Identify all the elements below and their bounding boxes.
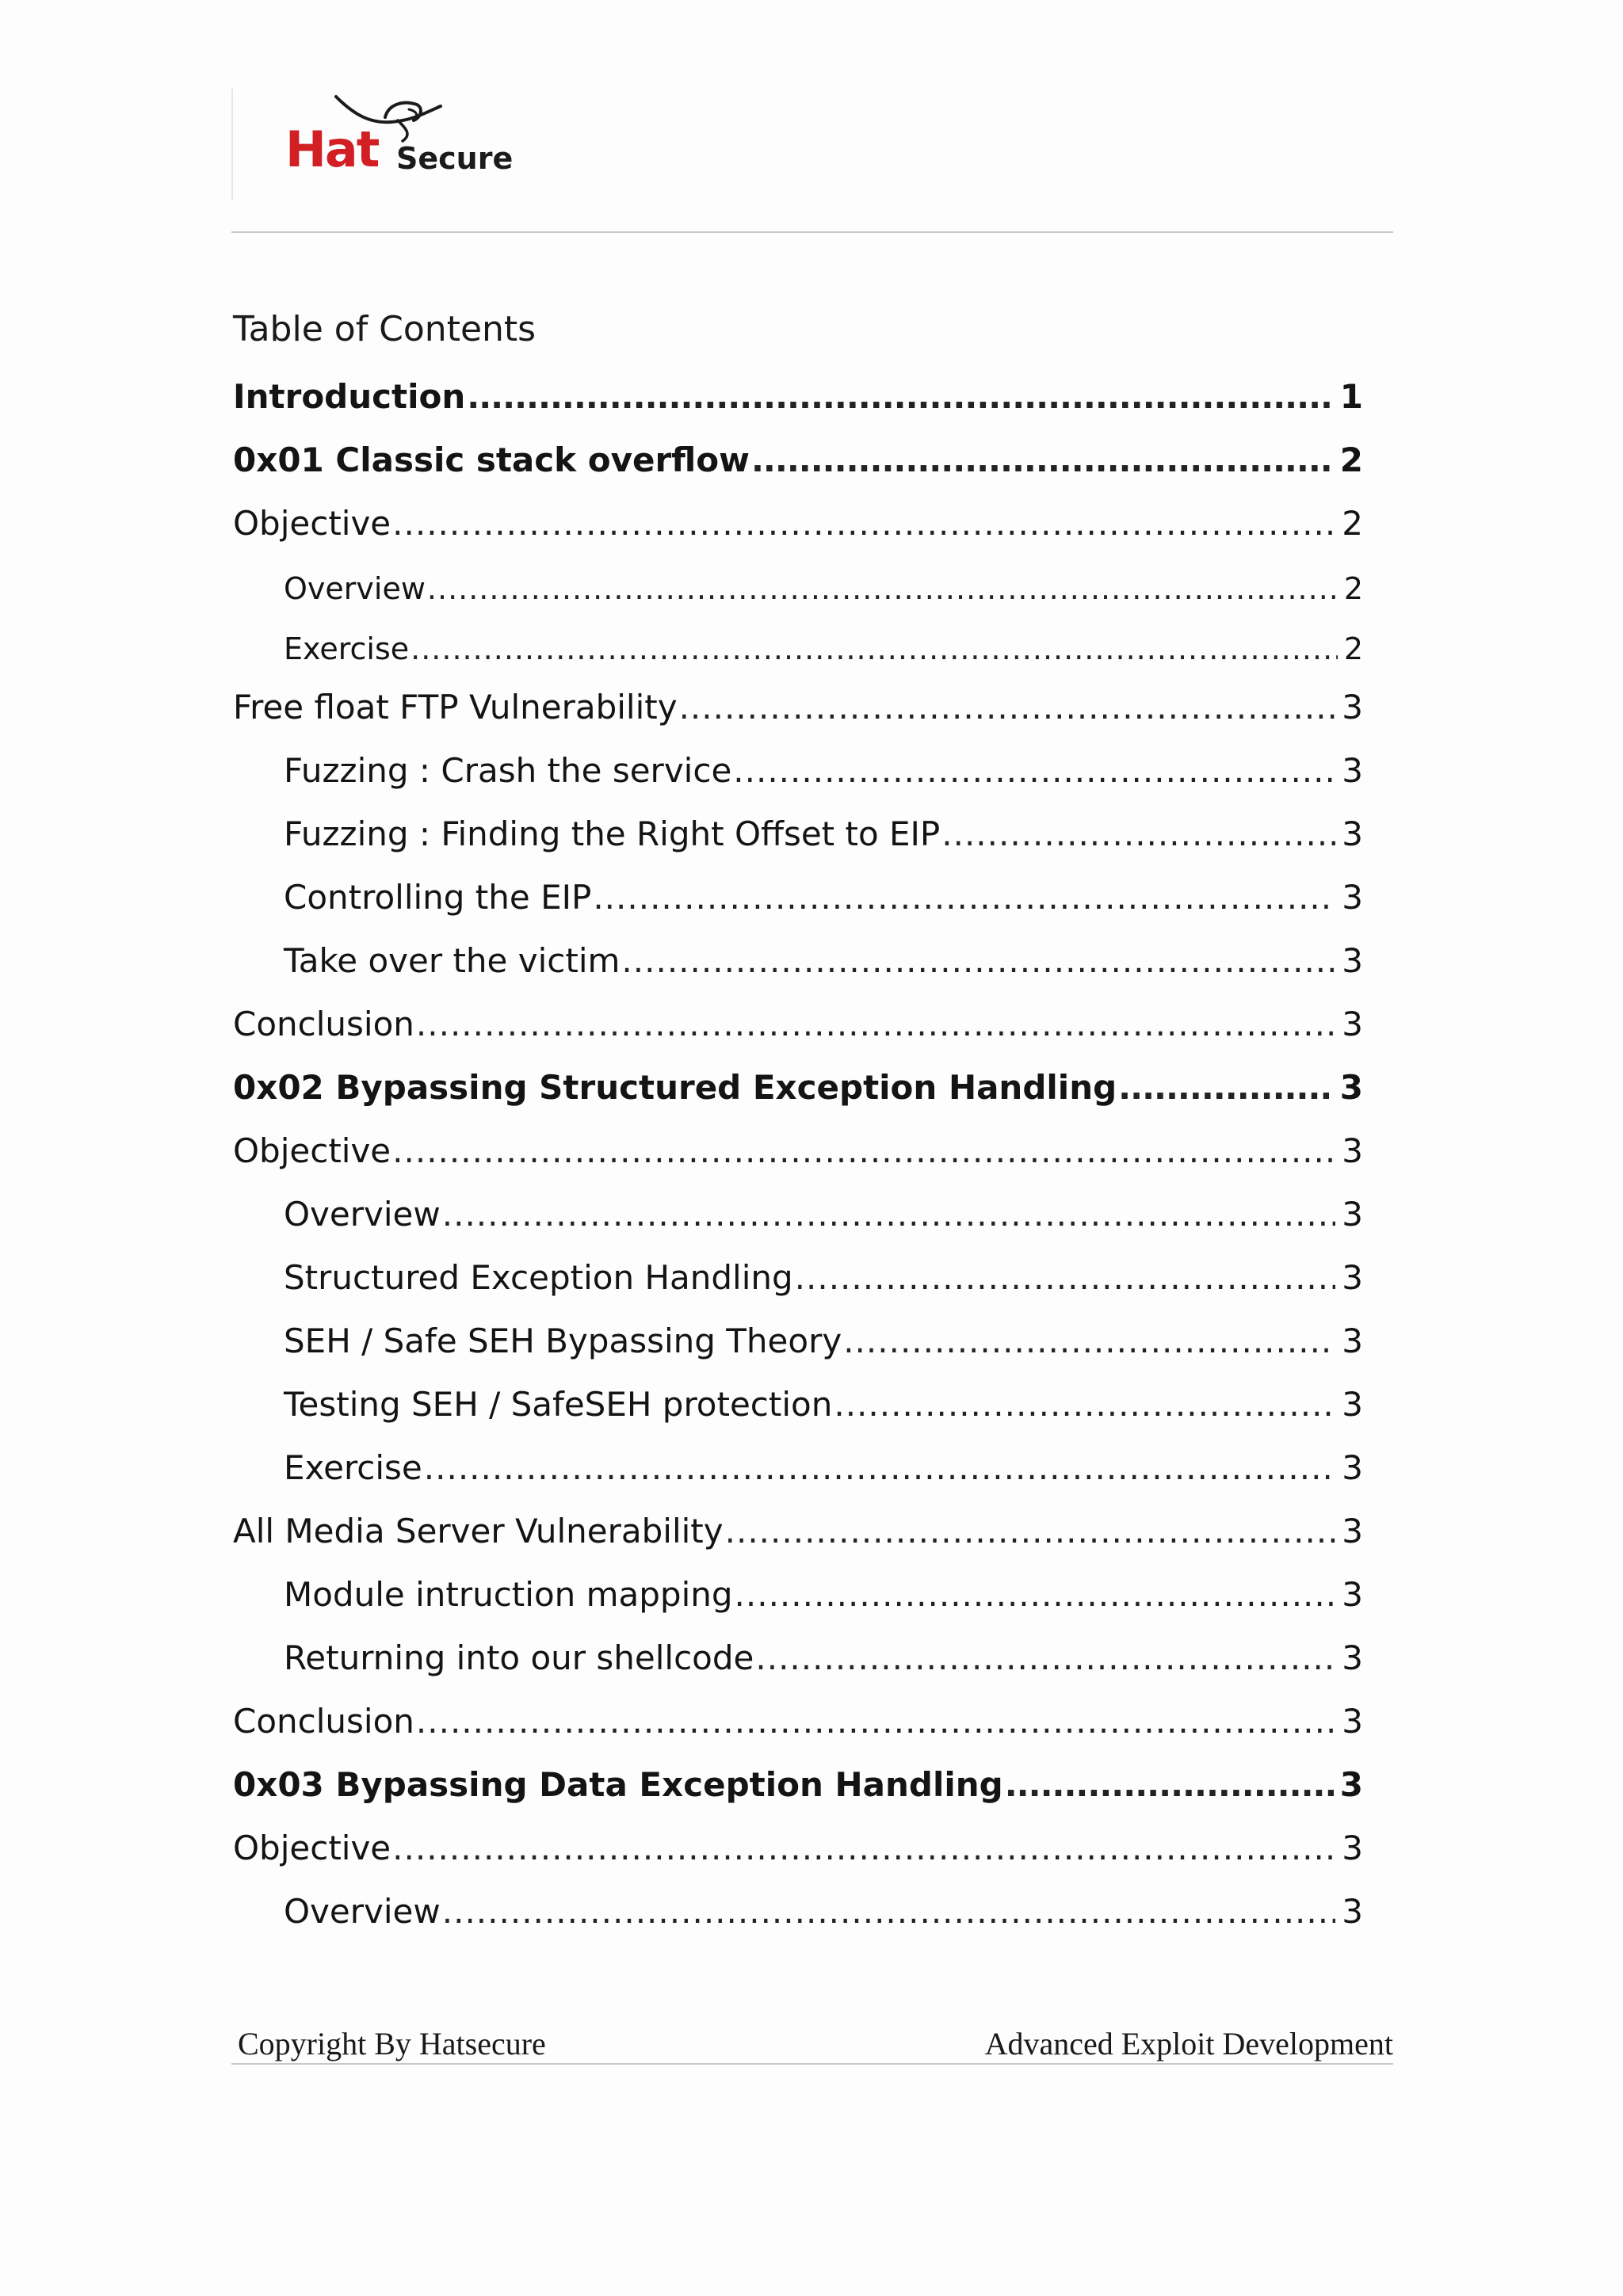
toc-entry-title: Introduction: [233, 377, 466, 416]
toc-entry[interactable]: [284, 1385, 1363, 1424]
toc-leader-dots: [442, 1895, 1336, 1928]
toc-leader-dots: [843, 1325, 1335, 1358]
toc-entry[interactable]: [233, 1512, 1363, 1550]
toc-leader-dots: [416, 1705, 1335, 1738]
toc-entry[interactable]: [284, 1322, 1363, 1360]
toc-entry-page: 3: [1342, 1322, 1363, 1360]
toc-entry-page: 3: [1342, 1575, 1363, 1614]
toc-entry-page: 2: [1342, 504, 1363, 543]
logo-secondary-text: Secure: [396, 141, 514, 176]
toc-entry[interactable]: [233, 1068, 1363, 1107]
toc-leader-dots: [1005, 1768, 1334, 1802]
toc-entry[interactable]: [284, 1892, 1363, 1931]
toc-entry-title: Objective: [233, 1829, 391, 1867]
toc-entry[interactable]: [284, 571, 1363, 606]
toc-entry-title: All Media Server Vulnerability: [233, 1512, 724, 1550]
header-divider: [231, 231, 1393, 233]
toc-entry-page: 3: [1342, 1448, 1363, 1487]
toc-leader-dots: [593, 881, 1335, 914]
toc-entry-page: 3: [1339, 1068, 1363, 1107]
toc-leader-dots: [442, 1198, 1336, 1231]
toc-entry[interactable]: [284, 941, 1363, 980]
toc-entry-page: 3: [1342, 1512, 1363, 1550]
toc-entry-title: Fuzzing : Finding the Right Offset to EIP: [284, 814, 941, 853]
toc-leader-dots: [424, 1451, 1335, 1485]
toc-entry-title: Objective: [233, 1131, 391, 1170]
toc-entry-title: Returning into our shellcode: [284, 1638, 754, 1677]
toc-leader-dots: [392, 1135, 1335, 1168]
toc-entry-page: 3: [1342, 1385, 1363, 1424]
toc-entry-title: 0x03 Bypassing Data Exception Handling: [233, 1765, 1003, 1804]
toc-entry[interactable]: [233, 441, 1363, 479]
toc-entry[interactable]: [233, 688, 1363, 727]
toc-entry-title: Take over the victim: [284, 941, 621, 980]
toc-entry-title: Structured Exception Handling: [284, 1258, 793, 1297]
toc-entry-page: 3: [1342, 688, 1363, 727]
toc-leader-dots: [725, 1515, 1336, 1548]
toc-leader-dots: [795, 1261, 1336, 1295]
toc-entry-title: 0x01 Classic stack overflow: [233, 441, 750, 479]
toc-leader-dots: [1118, 1071, 1334, 1104]
toc-leader-dots: [427, 574, 1338, 604]
toc-entry[interactable]: [284, 751, 1363, 790]
toc-entry-page: 2: [1343, 571, 1363, 606]
toc-entry-title: Conclusion: [233, 1005, 414, 1043]
toc-entry[interactable]: [284, 1195, 1363, 1234]
toc-entry-title: Testing SEH / SafeSEH protection: [284, 1385, 833, 1424]
toc-entry-page: 3: [1342, 751, 1363, 790]
toc-entry-title: Objective: [233, 504, 391, 543]
toc-leader-dots: [392, 1832, 1335, 1865]
toc-entry[interactable]: [284, 814, 1363, 853]
toc-entry[interactable]: [233, 1131, 1363, 1170]
toc-entry-page: 3: [1342, 1195, 1363, 1234]
toc-entry-title: Controlling the EIP: [284, 878, 592, 917]
toc-leader-dots: [621, 944, 1335, 978]
toc-entry-page: 1: [1339, 377, 1363, 416]
toc-entry-page: 2: [1343, 631, 1363, 666]
toc-entry-page: 3: [1342, 1702, 1363, 1741]
footer-copyright: Copyright By Hatsecure: [238, 2026, 546, 2061]
toc-entry-title: SEH / Safe SEH Bypassing Theory: [284, 1322, 842, 1360]
footer-divider: [231, 2063, 1393, 2065]
toc-leader-dots: [416, 1008, 1335, 1041]
toc-entry-page: 3: [1342, 1005, 1363, 1043]
toc-leader-dots: [755, 1642, 1335, 1675]
toc-entry[interactable]: [233, 1765, 1363, 1804]
toc-leader-dots: [411, 634, 1338, 664]
toc-leader-dots: [392, 507, 1335, 540]
toc-entry-page: 3: [1339, 1765, 1363, 1804]
toc-entry[interactable]: [233, 504, 1363, 543]
toc-leader-dots: [834, 1388, 1335, 1421]
hatsecure-logo: [279, 93, 525, 185]
toc-entry-title: Overview: [284, 1195, 441, 1234]
toc-entry-title: Overview: [284, 571, 426, 606]
toc-entry-page: 3: [1342, 1258, 1363, 1297]
toc-entry-title: Exercise: [284, 1448, 422, 1487]
footer-title: Advanced Exploit Development: [984, 2026, 1393, 2061]
toc-entry[interactable]: [284, 631, 1363, 666]
toc-leader-dots: [733, 754, 1335, 788]
toc-entry-page: 3: [1342, 1829, 1363, 1867]
toc-entry[interactable]: [284, 1258, 1363, 1297]
toc-heading: Table of Contents: [233, 309, 537, 349]
toc-entry-page: 3: [1342, 814, 1363, 853]
toc-entry[interactable]: [233, 1702, 1363, 1741]
toc-leader-dots: [735, 1578, 1336, 1611]
toc-leader-dots: [941, 818, 1335, 851]
toc-entry-title: Fuzzing : Crash the service: [284, 751, 732, 790]
toc-entry-title: Conclusion: [233, 1702, 414, 1741]
toc-leader-dots: [679, 691, 1336, 724]
toc-entry[interactable]: [233, 377, 1363, 416]
toc-entry[interactable]: [284, 1575, 1363, 1614]
toc-entry-page: 3: [1342, 1892, 1363, 1931]
toc-entry-page: 3: [1342, 1638, 1363, 1677]
toc-entry[interactable]: [284, 1448, 1363, 1487]
header-left-rule: [231, 89, 233, 200]
toc-entry[interactable]: [284, 1638, 1363, 1677]
toc-leader-dots: [751, 444, 1334, 477]
toc-entry-title: Free float FTP Vulnerability: [233, 688, 678, 727]
logo-primary-text: Hat: [285, 120, 379, 178]
toc-entry-title: Overview: [284, 1892, 441, 1931]
toc-entry-title: Module intruction mapping: [284, 1575, 733, 1614]
toc-entry-title: 0x02 Bypassing Structured Exception Handling: [233, 1068, 1117, 1107]
toc-entry[interactable]: [284, 878, 1363, 917]
toc-leader-dots: [467, 380, 1334, 414]
toc-entry-title: Exercise: [284, 631, 410, 666]
toc-entry-page: 3: [1342, 878, 1363, 917]
toc-entry[interactable]: [233, 1005, 1363, 1043]
toc-entry-page: 2: [1339, 441, 1363, 479]
toc-entry-page: 3: [1342, 941, 1363, 980]
toc-entry-page: 3: [1342, 1131, 1363, 1170]
toc-entry[interactable]: [233, 1829, 1363, 1867]
